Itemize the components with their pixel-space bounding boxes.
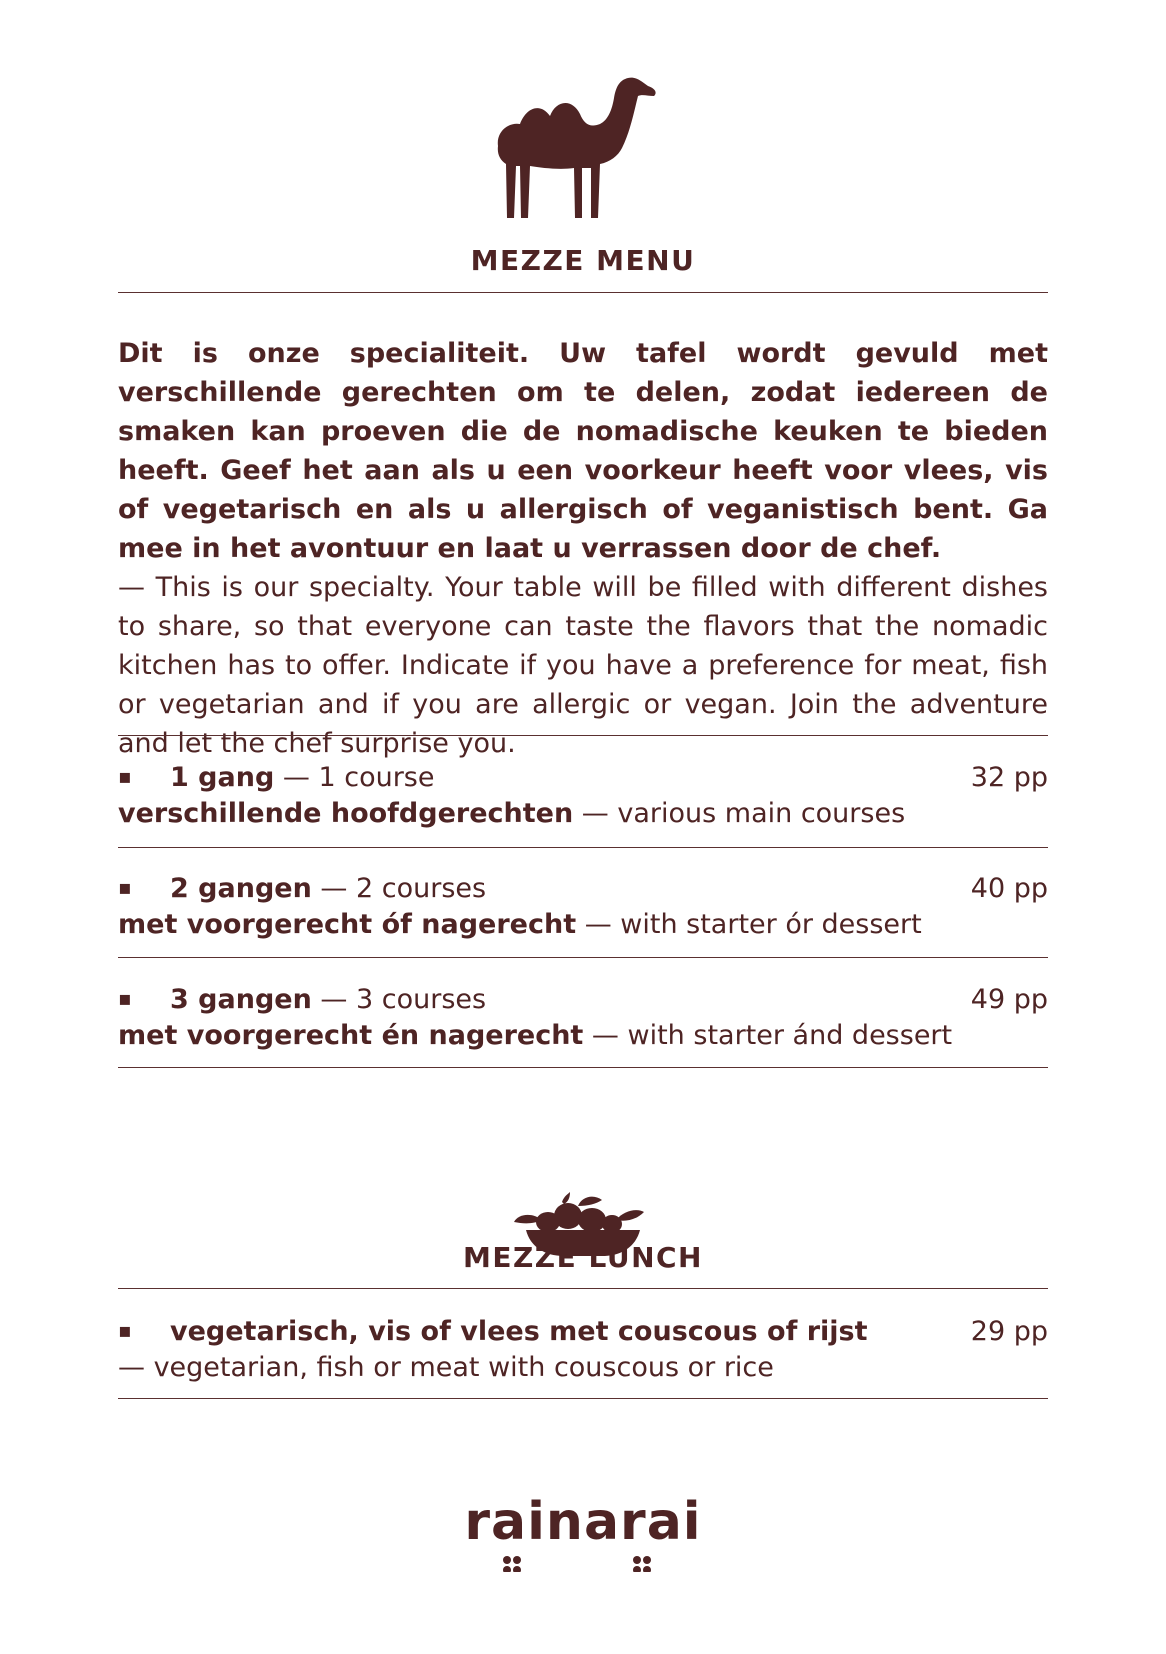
option-price: 49 pp [970, 984, 1048, 1015]
option-desc-en: — with starter ór dessert [576, 909, 922, 940]
lunch-item: vegetarisch, vis of vlees met couscous of rijst [170, 1316, 868, 1347]
option-desc: met voorgerecht óf nagerecht [118, 909, 577, 940]
rainarai-logo [433, 1492, 733, 1552]
logo-text: rainarai [464, 1492, 702, 1552]
option-name: 3 gangen [170, 984, 312, 1015]
menu-option [118, 873, 1048, 953]
option-price: 40 pp [970, 873, 1048, 904]
divider [118, 1067, 1048, 1068]
menu-intro [118, 334, 1048, 763]
bullet-icon: ▪ [118, 875, 132, 899]
divider [118, 957, 1048, 958]
divider [118, 847, 1048, 848]
option-name-en: — 2 courses [311, 873, 487, 904]
menu-option [118, 762, 1048, 842]
option-name-en: — 3 courses [311, 984, 487, 1015]
option-desc-en: — various main courses [573, 798, 906, 829]
option-desc: met voorgerecht én nagerecht [118, 1020, 584, 1051]
lunch-option [118, 1316, 1048, 1396]
lunch-price: 29 pp [970, 1316, 1048, 1347]
bullet-icon: ▪ [118, 986, 132, 1010]
option-desc-en: — with starter ánd dessert [583, 1020, 953, 1051]
option-name: 2 gangen [170, 873, 312, 904]
lunch-item-en: — vegetarian, fish or meat with couscous or rice [118, 1352, 774, 1383]
camel-icon [490, 72, 670, 222]
bullet-icon: ▪ [118, 1318, 132, 1342]
divider [118, 1288, 1048, 1289]
option-name-en: — 1 course [274, 762, 435, 793]
bullet-icon: ▪ [118, 764, 132, 788]
option-price: 32 pp [970, 762, 1048, 793]
option-desc: verschillende hoofdgerechten [118, 798, 574, 829]
menu-option [118, 984, 1048, 1064]
menu-title: MEZZE MENU [470, 244, 696, 277]
divider [118, 1398, 1048, 1399]
logo-dots [433, 1492, 733, 1572]
divider [118, 735, 1048, 736]
intro-dutch: Dit is onze specialiteit. Uw tafel wordt gevuld met verschillende gerechten om te delen, zodat iedereen de smaken kan proeven die de nomadische keuken te bieden heeft. Geef het aan als u een voorkeur heeft voor vlees, vis of vegetarisch en als u allergisch of veganistisch bent. Ga mee in het avontuur en laat u verrassen door de chef. [118, 338, 1048, 564]
divider [118, 292, 1048, 293]
option-name: 1 gang [170, 762, 275, 793]
lunch-title: MEZZE LUNCH [463, 1241, 703, 1274]
intro-english: — This is our specialty. Your table will be filled with different dishes to share, so that everyone can taste the flavors that the nomadic kitchen has to offer. Indicate if you have a preference for meat, fish or vegetarian and if you are allergic or vegan. Join the adventure and let the chef surprise you. [118, 572, 1048, 759]
